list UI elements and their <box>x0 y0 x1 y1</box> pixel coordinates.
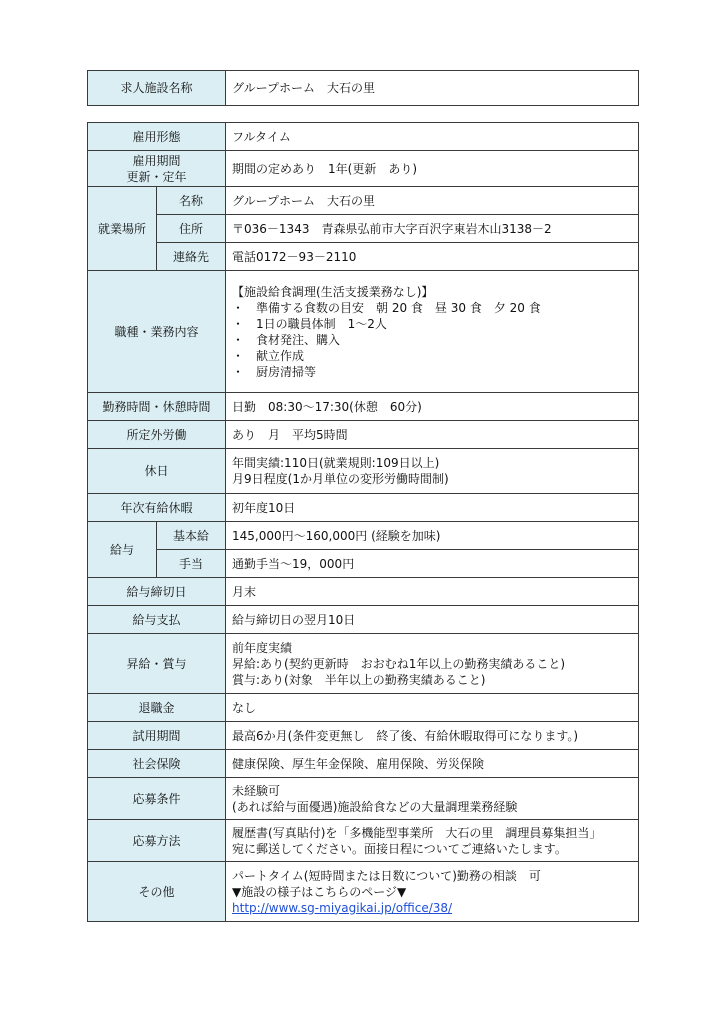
facility-table <box>87 70 639 106</box>
allowance-label: 手当 <box>157 550 226 578</box>
raise-line: 昇給:あり(契約更新時 おおむね1年以上の勤務実績あること) <box>232 656 566 671</box>
workplace-label: 就業場所 <box>88 187 157 271</box>
raise-bonus-label: 昇給・賞与 <box>88 634 226 694</box>
holidays-line-2: 月9日程度(1か月単位の変形労働時間制) <box>232 472 449 486</box>
employment-period-label <box>88 151 226 187</box>
holidays-line-1: 年間実績:110日(就業規則:109日以上) <box>232 456 440 470</box>
other-line-1: パートタイム(短時間または日数について)勤務の相談 可 <box>232 868 541 883</box>
employment-type-value: フルタイム <box>226 123 639 151</box>
job-details-table <box>87 122 639 922</box>
requirements-value <box>226 778 639 820</box>
job-line: ・ 献立作成 <box>232 348 305 363</box>
paid-leave-label: 年次有給休暇 <box>88 494 226 522</box>
closing-date-value: 月末 <box>226 578 639 606</box>
base-salary-value: 145,000円～160,000円 (経験を加味) <box>226 522 639 550</box>
workplace-name-label: 名称 <box>157 187 226 215</box>
closing-date-label: 給与締切日 <box>88 578 226 606</box>
raise-line: 前年度実績 <box>232 640 293 655</box>
workplace-address-label: 住所 <box>157 215 226 243</box>
trial-period-label: 試用期間 <box>88 722 226 750</box>
overtime-label: 所定外労働 <box>88 421 226 449</box>
facility-label: 求人施設名称 <box>88 71 226 106</box>
job-description-value <box>226 271 639 393</box>
payment-label: 給与支払 <box>88 606 226 634</box>
insurance-label: 社会保険 <box>88 750 226 778</box>
work-hours-value: 日勤 08:30～17:30(休憩 60分) <box>226 393 639 421</box>
requirements-label: 応募条件 <box>88 778 226 820</box>
raise-bonus-value <box>226 634 639 694</box>
apply-line-2: 宛に郵送してください。面接日程についてご連絡いたします。 <box>232 841 567 856</box>
workplace-name-value: グループホーム 大石の里 <box>226 187 639 215</box>
job-line: ・ 1日の職員体制 1～2人 <box>232 316 387 331</box>
holidays-label: 休日 <box>88 449 226 494</box>
period-label-line-1: 雇用期間 <box>132 153 181 168</box>
other-label: その他 <box>88 862 226 922</box>
workplace-address-value: 〒036－1343 青森県弘前市大字百沢字東岩木山3138－2 <box>226 215 639 243</box>
work-hours-label: 勤務時間・休憩時間 <box>88 393 226 421</box>
period-label-line-2: 更新・定年 <box>126 169 187 184</box>
allowance-value: 通勤手当～19，000円 <box>226 550 639 578</box>
trial-period-value: 最高6か月(条件変更無し 終了後、有給休暇取得可になります。) <box>226 722 639 750</box>
facility-value: グループホーム 大石の里 <box>226 71 639 106</box>
other-value <box>226 862 639 922</box>
apply-method-label: 応募方法 <box>88 820 226 862</box>
insurance-value: 健康保険、厚生年金保険、雇用保険、労災保険 <box>226 750 639 778</box>
base-salary-label: 基本給 <box>157 522 226 550</box>
paid-leave-value: 初年度10日 <box>226 494 639 522</box>
other-line-2: ▼施設の様子はこちらのページ▼ <box>232 884 407 899</box>
workplace-contact-value: 電話0172－93－2110 <box>226 243 639 271</box>
raise-line: 賞与:あり(対象 半年以上の勤務実績あること) <box>232 672 486 687</box>
apply-line-1: 履歴書(写真貼付)を「多機能型事業所 大石の里 調理員募集担当」 <box>232 825 602 840</box>
requirements-line-1: 未経験可 <box>232 783 281 798</box>
job-line: ・ 食材発注、購入 <box>232 332 341 347</box>
retirement-label: 退職金 <box>88 694 226 722</box>
workplace-contact-label: 連絡先 <box>157 243 226 271</box>
job-line: ・ 準備する食数の目安 朝 20 食 昼 30 食 夕 20 食 <box>232 300 541 315</box>
requirements-line-2: (あれば給与面優遇)施設給食などの大量調理業務経験 <box>232 799 518 814</box>
job-line: 【施設給食調理(生活支援業務なし)】 <box>232 284 434 299</box>
retirement-value: なし <box>226 694 639 722</box>
job-line: ・ 厨房清掃等 <box>232 364 317 379</box>
facility-page-link[interactable]: http://www.sg-miyagikai.jp/office/38/ <box>232 900 453 915</box>
holidays-value <box>226 449 639 494</box>
job-description-label: 職種・業務内容 <box>88 271 226 393</box>
employment-type-label: 雇用形態 <box>88 123 226 151</box>
payment-value: 給与締切日の翌月10日 <box>226 606 639 634</box>
overtime-value: あり 月 平均5時間 <box>226 421 639 449</box>
employment-period-value: 期間の定めあり 1年(更新 あり) <box>226 151 639 187</box>
apply-method-value <box>226 820 639 862</box>
salary-label: 給与 <box>88 522 157 578</box>
